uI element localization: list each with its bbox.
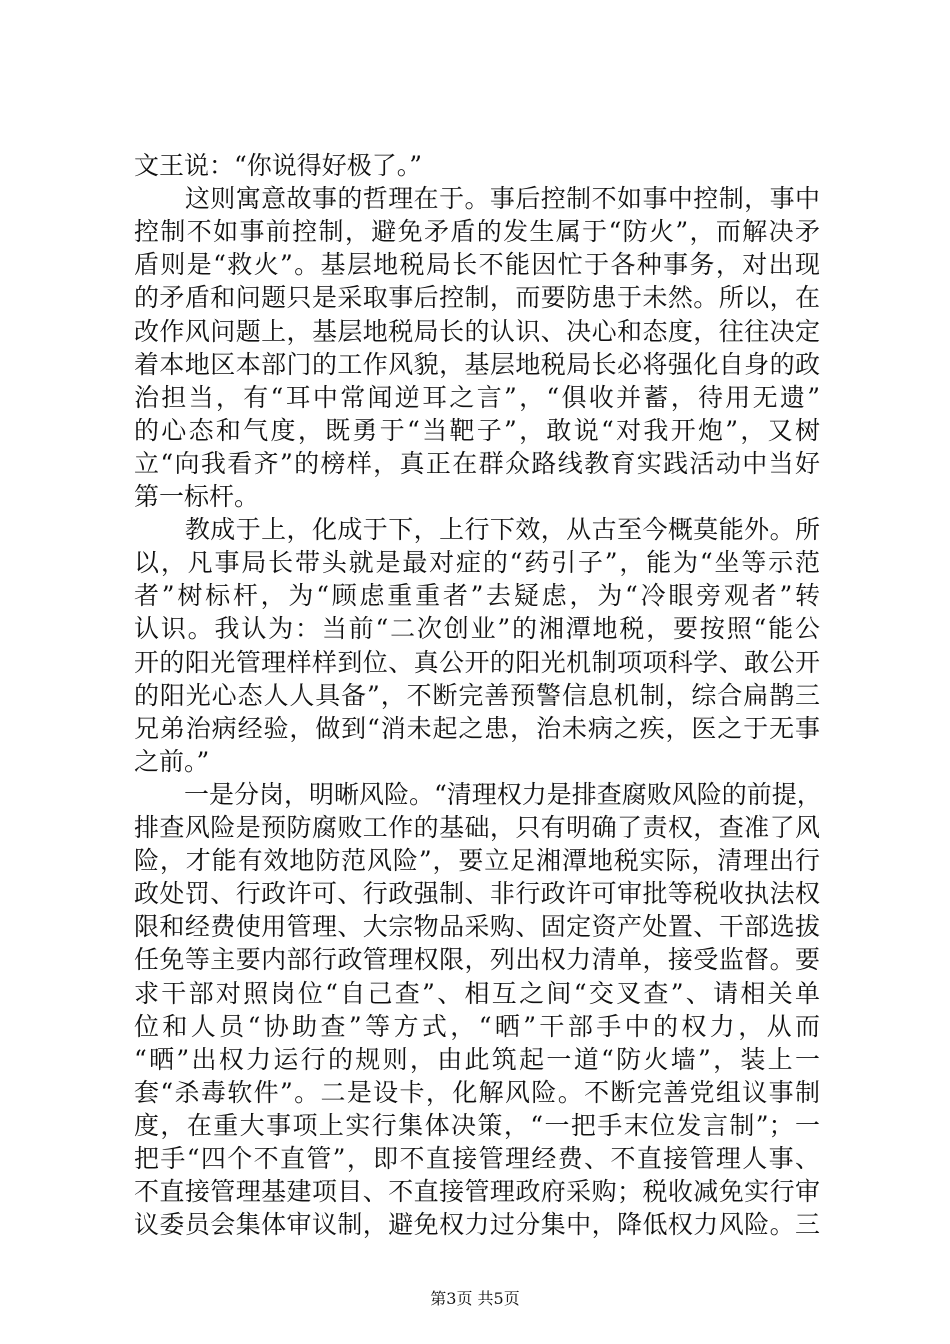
text-line: 政处罚、行政许可、行政强制、非行政许可审批等税收执法权 [134, 879, 820, 908]
text-line: 改作风问题上，基层地税局长的认识、决心和态度，往往决定 [134, 317, 820, 346]
text-line: 求干部对照岗位“自己查”、相互之间“交叉查”、请相关单 [134, 979, 820, 1008]
text-line: 以，凡事局长带头就是最对症的“药引子”，能为“坐等示范 [134, 548, 820, 577]
text-line: 者”树标杆，为“顾虑重重者”去疑虑，为“冷眼旁观者”转 [134, 581, 820, 610]
text-line: 教成于上，化成于下，上行下效，从古至今概莫能外。所 [134, 515, 820, 544]
text-line: 的心态和气度，既勇于“当靶子”，敢说“对我开炮”，又树 [134, 416, 820, 445]
text-line: 文王说：“你说得好极了。” [134, 151, 423, 180]
text-line: 着本地区本部门的工作风貌，基层地税局长必将强化自身的政 [134, 350, 820, 379]
text-line: 的矛盾和问题只是采取事后控制，而要防患于未然。所以，在 [134, 283, 820, 312]
text-line: 套“杀毒软件”。二是设卡，化解风险。不断完善党组议事制 [134, 1078, 820, 1107]
text-line: 议委员会集体审议制，避免权力过分集中，降低权力风险。三 [134, 1210, 820, 1239]
text-line: 的阳光心态人人具备”，不断完善预警信息机制，综合扁鹊三 [134, 681, 820, 710]
text-line: 之前。” [134, 747, 210, 776]
text-line: 不直接管理基建项目、不直接管理政府采购；税收减免实行审 [134, 1177, 820, 1206]
text-line: 限和经费使用管理、大宗物品采购、固定资产处置、干部选拔 [134, 912, 820, 941]
text-line: 第一标杆。 [134, 482, 260, 511]
text-line: 认识。我认为：当前“二次创业”的湘潭地税，要按照“能公 [134, 614, 820, 643]
text-line: 任免等主要内部行政管理权限，列出权力清单，接受监督。要 [134, 945, 820, 974]
text-line: 控制不如事前控制，避免矛盾的发生属于“防火”，而解决矛 [134, 217, 820, 246]
text-line: 治担当，有“耳中常闻逆耳之言”，“俱收并蓄，待用无遗” [134, 383, 820, 412]
page-footer: 第3页 共5页 [430, 1289, 520, 1308]
text-line: 开的阳光管理样样到位、真公开的阳光机制项项科学、敢公开 [134, 648, 820, 677]
text-line: 立“向我看齐”的榜样，真正在群众路线教育实践活动中当好 [134, 449, 820, 478]
text-line: 险，才能有效地防范风险”，要立足湘潭地税实际，清理出行 [134, 846, 820, 875]
text-line: 这则寓意故事的哲理在于。事后控制不如事中控制，事中 [134, 184, 820, 213]
text-line: “晒”出权力运行的规则，由此筑起一道“防火墙”，装上一 [134, 1045, 820, 1074]
text-line: 一是分岗，明晰风险。“清理权力是排查腐败风险的前提， [134, 780, 822, 809]
text-line: 排查风险是预防腐败工作的基础，只有明确了责权，查准了风 [134, 813, 820, 842]
text-line: 兄弟治病经验，做到“消未起之患，治未病之疾，医之于无事 [134, 714, 820, 743]
text-line: 位和人员“协助查”等方式，“晒”干部手中的权力，从而 [134, 1012, 820, 1041]
text-line: 盾则是“救火”。基层地税局长不能因忙于各种事务，对出现 [134, 250, 820, 279]
text-line: 度，在重大事项上实行集体决策，“一把手末位发言制”；一 [134, 1111, 820, 1140]
text-line: 把手“四个不直管”，即不直接管理经费、不直接管理人事、 [134, 1144, 820, 1173]
